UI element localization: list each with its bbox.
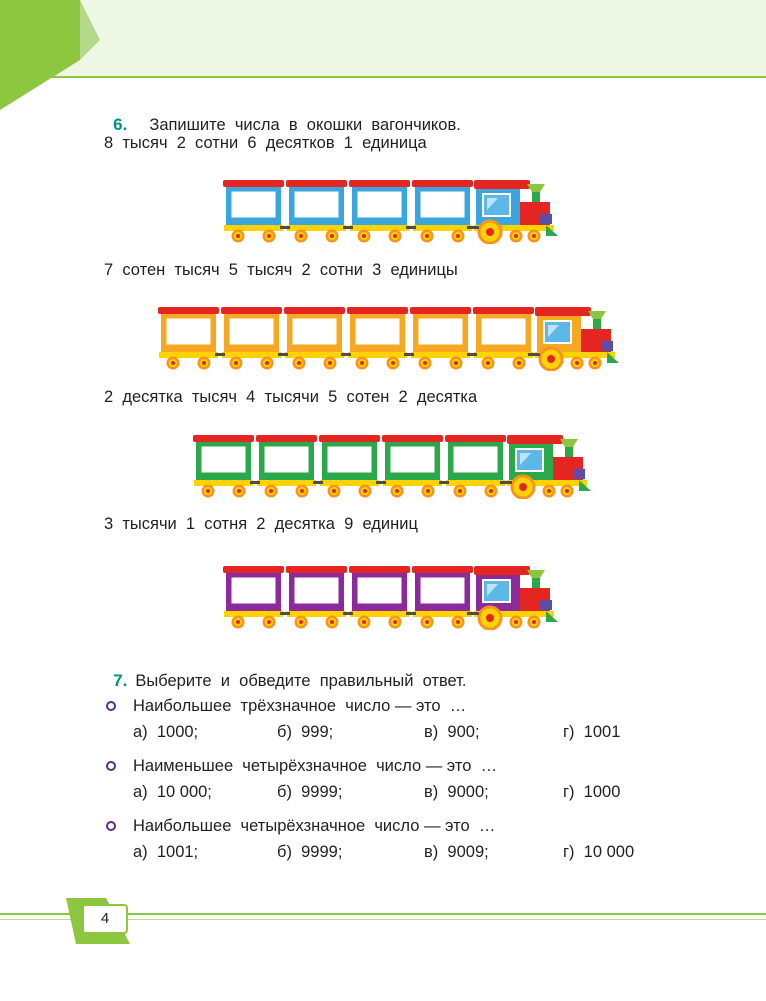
answer-window xyxy=(356,319,399,344)
coupling xyxy=(343,226,353,229)
coupling xyxy=(406,612,416,615)
coupling xyxy=(500,481,512,484)
wagon xyxy=(445,435,506,498)
answer-window xyxy=(202,447,245,472)
coupling xyxy=(404,353,414,356)
question-1-option-d[interactable]: г) 1001 xyxy=(563,723,621,741)
chimney xyxy=(532,578,540,588)
wagon-roof xyxy=(349,566,410,573)
wagon-roof xyxy=(286,566,347,573)
wagon-roof xyxy=(319,435,380,442)
question-1-option-b[interactable]: б) 999; xyxy=(277,723,334,741)
coupling xyxy=(467,612,479,615)
task6-item-4-text: 3 тысячи 1 сотня 2 десятка 9 единиц xyxy=(104,515,418,533)
coupling xyxy=(341,353,351,356)
wagon xyxy=(412,180,473,243)
question-3-text: Наибольшее четырёхзначное число — это … xyxy=(133,817,496,835)
wagon-frame xyxy=(320,480,379,486)
wagon-roof xyxy=(410,307,471,314)
train-purple xyxy=(220,552,565,630)
bullet-icon xyxy=(106,761,116,771)
page-number: 4 xyxy=(82,904,128,934)
wagon-frame xyxy=(411,352,470,358)
coupling xyxy=(528,353,540,356)
cab-roof xyxy=(474,180,530,189)
question-2-text: Наименьшее четырёхзначное число — это … xyxy=(133,757,498,775)
chimney xyxy=(532,192,540,202)
wagon-roof xyxy=(412,180,473,187)
task6-item-1-text: 8 тысяч 2 сотни 6 десятков 1 единица xyxy=(104,134,427,152)
coupling xyxy=(215,353,225,356)
wagon-roof xyxy=(445,435,506,442)
wagon-roof xyxy=(158,307,219,314)
answer-window xyxy=(358,192,401,217)
task6-item-3-text: 2 десятка тысяч 4 тысячи 5 сотен 2 десятка xyxy=(104,388,478,406)
answer-window xyxy=(167,319,210,344)
chimney-top xyxy=(588,311,606,319)
header-corner-decoration xyxy=(0,0,110,110)
answer-window xyxy=(419,319,462,344)
question-3-option-d[interactable]: г) 10 000 xyxy=(563,843,635,861)
coupling xyxy=(376,481,386,484)
wagon-frame xyxy=(285,352,344,358)
wagon-frame xyxy=(224,611,283,617)
answer-window xyxy=(295,578,338,603)
coupling xyxy=(280,612,290,615)
wagon-frame xyxy=(350,225,409,231)
answer-window xyxy=(232,192,275,217)
locomotive xyxy=(474,566,558,629)
wagon-roof xyxy=(256,435,317,442)
question-1-option-c[interactable]: в) 900; xyxy=(424,723,480,741)
answer-window xyxy=(295,192,338,217)
wagon-frame xyxy=(383,480,442,486)
wagon xyxy=(286,566,347,629)
wagon xyxy=(349,180,410,243)
cab-roof xyxy=(507,435,563,444)
wagon-frame xyxy=(257,480,316,486)
chimney-top xyxy=(527,570,545,578)
wagon xyxy=(473,307,534,370)
wagon-roof xyxy=(286,180,347,187)
wagon xyxy=(347,307,408,370)
coupling xyxy=(313,481,323,484)
coupling xyxy=(406,226,416,229)
wagon-frame xyxy=(348,352,407,358)
question-2-option-d[interactable]: г) 1000 xyxy=(563,783,621,801)
wagon xyxy=(221,307,282,370)
wagon-roof xyxy=(221,307,282,314)
wagon-frame xyxy=(224,225,283,231)
wagon-frame xyxy=(222,352,281,358)
answer-window xyxy=(232,578,275,603)
wagon-roof xyxy=(193,435,254,442)
answer-window xyxy=(482,319,525,344)
wagon xyxy=(223,180,284,243)
cab-roof xyxy=(535,307,591,316)
buffer xyxy=(573,469,585,479)
wagon xyxy=(223,566,284,629)
question-2-option-a[interactable]: а) 10 000; xyxy=(133,783,212,801)
question-3-option-b[interactable]: б) 9999; xyxy=(277,843,343,861)
wagon xyxy=(412,566,473,629)
header-band xyxy=(0,0,766,77)
wagon-roof xyxy=(473,307,534,314)
wagon-frame xyxy=(474,352,533,358)
question-2-option-b[interactable]: б) 9999; xyxy=(277,783,343,801)
question-3-option-c[interactable]: в) 9009; xyxy=(424,843,489,861)
answer-window xyxy=(391,447,434,472)
wagon-roof xyxy=(382,435,443,442)
task6-number: 6. xyxy=(113,115,128,134)
question-3-option-a[interactable]: а) 1001; xyxy=(133,843,199,861)
answer-window xyxy=(454,447,497,472)
wagon xyxy=(319,435,380,498)
wagon xyxy=(286,180,347,243)
locomotive xyxy=(474,180,558,243)
answer-window xyxy=(421,192,464,217)
locomotive xyxy=(535,307,619,370)
header-line xyxy=(0,76,766,78)
wagon-frame xyxy=(413,611,472,617)
chimney-top xyxy=(560,439,578,447)
train-blue xyxy=(220,166,565,244)
locomotive xyxy=(507,435,591,498)
cab-roof xyxy=(474,566,530,575)
wagon xyxy=(410,307,471,370)
coupling xyxy=(280,226,290,229)
answer-window xyxy=(358,578,401,603)
wagon xyxy=(349,566,410,629)
question-1-option-a[interactable]: а) 1000; xyxy=(133,723,199,741)
coupling xyxy=(343,612,353,615)
train-orange xyxy=(155,293,635,371)
wagon-frame xyxy=(446,480,505,486)
answer-window xyxy=(293,319,336,344)
bullet-icon xyxy=(106,821,116,831)
answer-window xyxy=(230,319,273,344)
coupling xyxy=(467,226,479,229)
question-1-text: Наибольшее трёхзначное число — это … xyxy=(133,697,467,715)
buffer xyxy=(540,214,552,224)
coupling xyxy=(439,481,449,484)
wagon-frame xyxy=(350,611,409,617)
chimney xyxy=(565,447,573,457)
train-green xyxy=(190,421,600,499)
coupling xyxy=(278,353,288,356)
coupling xyxy=(467,353,477,356)
wagon-roof xyxy=(412,566,473,573)
task6-heading xyxy=(104,96,461,135)
bullet-icon xyxy=(106,701,116,711)
buffer xyxy=(540,600,552,610)
wagon-roof xyxy=(223,566,284,573)
wagon-frame xyxy=(413,225,472,231)
buffer xyxy=(601,341,613,351)
wagon xyxy=(193,435,254,498)
wagon xyxy=(284,307,345,370)
answer-window xyxy=(421,578,464,603)
task6-instruction: Запишите числа в окошки вагончиков. xyxy=(149,116,461,134)
wagon-roof xyxy=(347,307,408,314)
wagon-roof xyxy=(223,180,284,187)
task7-instruction: Выберите и обведите правильный ответ. xyxy=(135,672,467,690)
answer-window xyxy=(265,447,308,472)
chimney-top xyxy=(527,184,545,192)
task6-item-2-text: 7 сотен тысяч 5 тысяч 2 сотни 3 единицы xyxy=(104,261,458,279)
wagon-roof xyxy=(349,180,410,187)
question-2-option-c[interactable]: в) 9000; xyxy=(424,783,489,801)
answer-window xyxy=(328,447,371,472)
wagon xyxy=(382,435,443,498)
wagon xyxy=(256,435,317,498)
coupling xyxy=(250,481,260,484)
task7-heading xyxy=(104,652,467,691)
wagon-frame xyxy=(194,480,253,486)
wagon-frame xyxy=(159,352,218,358)
wagon xyxy=(158,307,219,370)
task7-number: 7. xyxy=(113,671,128,690)
chimney xyxy=(593,319,601,329)
wagon-frame xyxy=(287,611,346,617)
wagon-frame xyxy=(287,225,346,231)
wagon-roof xyxy=(284,307,345,314)
